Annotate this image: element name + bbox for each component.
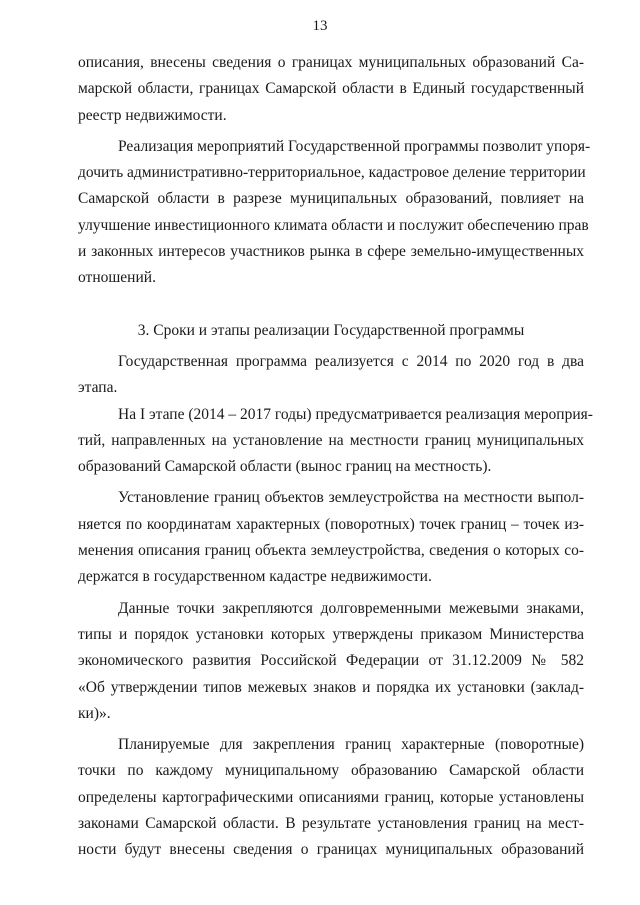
document-body (78, 50, 593, 864)
text-line: «Об утверждении типов межевых знаков и порядка их установки (заклад- (78, 678, 584, 696)
text-line: Установление границ объектов землеустройства на местности выпол- (118, 489, 584, 507)
text-line: точки по каждому муниципальному образованию Самарской области (78, 762, 584, 780)
text-line: Реализация мероприятий Государственной программы позволит упоря- (118, 137, 591, 155)
text-line: На I этапе (2014 – 2017 годы) предусматривается реализация мероприя- (118, 405, 593, 423)
page-number: 13 (312, 18, 328, 34)
section-heading: 3. Сроки и этапы реализации Государственной программы (137, 321, 525, 339)
paragraph (78, 732, 584, 863)
text-line: ки)». (78, 704, 111, 722)
text-line: этапа. (78, 379, 118, 397)
text-line: законами Самарской области. В результате установления границ на мест- (78, 815, 584, 833)
text-line: экономического развития Российской Федерации от 31.12.2009 № 582 (78, 652, 584, 670)
text-line: образований Самарской области (вынос границ на местность). (78, 458, 492, 476)
paragraph (78, 349, 584, 402)
text-line: Планируемые для закрепления границ характерные (поворотные) (118, 736, 584, 754)
text-line: тий, направленных на установление на местности границ муниципальных (78, 431, 584, 449)
text-line: отношений. (78, 269, 156, 287)
paragraph (78, 50, 584, 129)
text-line: менения описания границ объекта землеустройства, сведения о которых со- (78, 542, 584, 560)
text-line: Государственная программа реализуется с 2014 по 2020 год в два (118, 352, 584, 370)
text-line: Самарской области в разрезе муниципальных образований, повлияет на (78, 190, 584, 208)
text-line: и законных интересов участников рынка в сфере земельно-имущественных (78, 243, 584, 261)
text-line: типы и порядок установки которых утверждены приказом Министерства (78, 625, 584, 643)
text-line: Данные точки закрепляются долговременными межевыми знаками, (118, 599, 584, 617)
text-line: реестр недвижимости. (78, 106, 227, 124)
text-line: ности будут внесены сведения о границах муниципальных образований (78, 841, 584, 859)
text-line: определены картографическими описаниями границ, которые установлены (78, 788, 584, 806)
text-line: описания, внесены сведения о границах муниципальных образований Са- (78, 54, 584, 71)
text-line: няется по координатам характерных (поворотных) точек границ – точек из- (78, 515, 584, 533)
paragraph (78, 402, 593, 481)
text-line: дочить административно-территориальное, кадастровое деление территории (78, 164, 586, 182)
paragraph (78, 596, 584, 727)
text-line: марской области, границах Самарской области в Единый государственный (78, 80, 584, 98)
text-line: улучшение инвестиционного климата области и послужит обеспечению прав (78, 216, 589, 234)
text-line: держатся в государственном кадастре недвижимости. (78, 568, 432, 586)
paragraph (78, 134, 591, 292)
paragraph (78, 485, 584, 590)
